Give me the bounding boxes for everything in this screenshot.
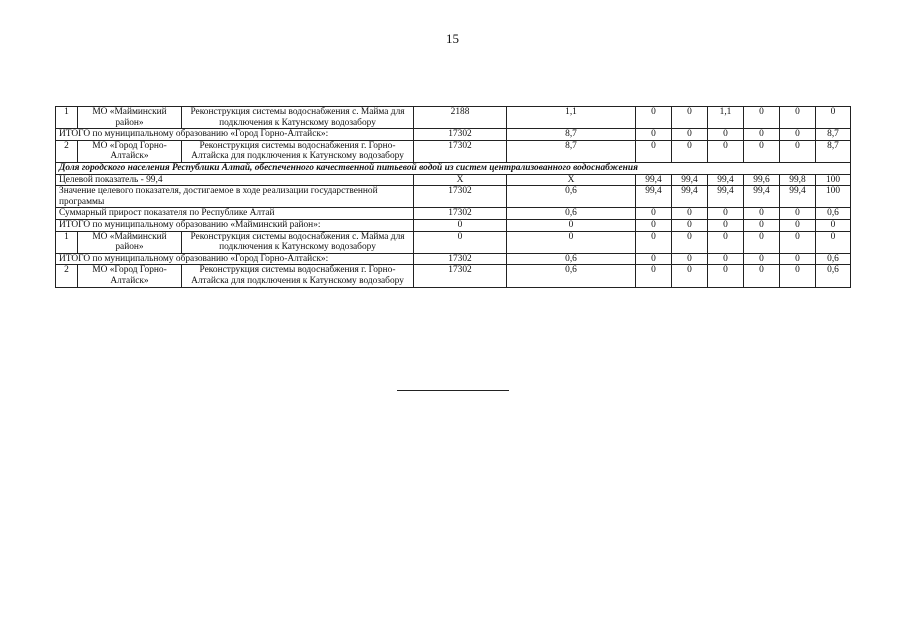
municipality-cell: МО «Майминский район» [78, 107, 182, 129]
table-row-total [56, 129, 851, 141]
value-cell-1: 0 [414, 231, 507, 253]
year-value-cell: 0 [744, 107, 780, 129]
year-value-cell: 0 [708, 208, 744, 220]
year-value-cell: 0 [636, 231, 672, 253]
value-cell-1: 17302 [414, 253, 507, 265]
year-value-cell: 0 [744, 253, 780, 265]
year-value-cell: 0 [636, 140, 672, 162]
table-body-bottom [56, 174, 851, 287]
value-cell-1: 2188 [414, 107, 507, 129]
value-cell-2: 0,6 [507, 265, 636, 287]
year-value-cell: 8,7 [816, 129, 851, 141]
table-row-total [56, 219, 851, 231]
year-value-cell: 0 [708, 265, 744, 287]
year-value-cell: 0,6 [816, 253, 851, 265]
year-value-cell: 0 [780, 219, 816, 231]
year-value-cell: 0 [744, 219, 780, 231]
value-cell-1: 17302 [414, 186, 507, 208]
table-row-item [56, 231, 851, 253]
year-value-cell: 99,4 [744, 186, 780, 208]
year-value-cell: 0 [780, 129, 816, 141]
year-value-cell: 0,6 [816, 265, 851, 287]
year-value-cell: 0 [780, 140, 816, 162]
year-value-cell: 0 [636, 107, 672, 129]
year-value-cell: 99,4 [708, 186, 744, 208]
section-title: Доля городского населения Республики Алтай, обеспеченного качественной питьевой водой из систем централизованного водоснабжения [56, 162, 851, 174]
value-cell-2: 0 [507, 219, 636, 231]
total-label-cell: Суммарный прирост показателя по Республике Алтай [56, 208, 414, 220]
municipality-cell: МО «Город Горно-Алтайск» [78, 265, 182, 287]
value-cell-2: 0,6 [507, 253, 636, 265]
row-number-cell: 2 [56, 265, 78, 287]
total-label-cell: ИТОГО по муниципальному образованию «Город Горно-Алтайск»: [56, 253, 414, 265]
program-table [55, 106, 851, 288]
year-value-cell: 0 [744, 231, 780, 253]
year-value-cell: 8,7 [816, 140, 851, 162]
year-value-cell: 0 [744, 140, 780, 162]
table-body-top [56, 107, 851, 163]
total-label-cell: Целевой показатель - 99,4 [56, 174, 414, 186]
row-number-cell: 1 [56, 231, 78, 253]
year-value-cell: 99,4 [672, 174, 708, 186]
value-cell-1: 17302 [414, 208, 507, 220]
year-value-cell: 0 [672, 253, 708, 265]
year-value-cell: 0 [672, 265, 708, 287]
year-value-cell: 0 [708, 219, 744, 231]
description-cell: Реконструкция системы водоснабжения с. Майма для подключения к Катунскому водозабору [182, 231, 414, 253]
year-value-cell: 99,4 [672, 186, 708, 208]
table-row-item [56, 107, 851, 129]
year-value-cell: 0 [780, 265, 816, 287]
description-cell: Реконструкция системы водоснабжения г. Горно-Алтайска для подключения к Катунскому водозабору [182, 265, 414, 287]
value-cell-1: 17302 [414, 129, 507, 141]
total-label-cell: Значение целевого показателя, достигаемое в ходе реализации государственной программы [56, 186, 414, 208]
year-value-cell: 0 [744, 129, 780, 141]
total-label-cell: ИТОГО по муниципальному образованию «Майминский район»: [56, 219, 414, 231]
description-cell: Реконструкция системы водоснабжения с. Майма для подключения к Катунскому водозабору [182, 107, 414, 129]
table-section [56, 162, 851, 174]
year-value-cell: 1,1 [708, 107, 744, 129]
year-value-cell: 0 [708, 140, 744, 162]
year-value-cell: 0 [636, 265, 672, 287]
description-cell: Реконструкция системы водоснабжения г. Горно-Алтайска для подключения к Катунскому водозабору [182, 140, 414, 162]
value-cell-2: 0 [507, 231, 636, 253]
table-row-total [56, 208, 851, 220]
year-value-cell: 0 [708, 253, 744, 265]
year-value-cell: 0 [636, 253, 672, 265]
value-cell-1: 17302 [414, 140, 507, 162]
year-value-cell: 0 [672, 129, 708, 141]
year-value-cell: 99,6 [744, 174, 780, 186]
municipality-cell: МО «Город Горно-Алтайск» [78, 140, 182, 162]
year-value-cell: 0 [672, 140, 708, 162]
table-row-total [56, 186, 851, 208]
municipality-cell: МО «Майминский район» [78, 231, 182, 253]
year-value-cell: 99,4 [780, 186, 816, 208]
value-cell-2: 0,6 [507, 208, 636, 220]
value-cell-2: 8,7 [507, 129, 636, 141]
year-value-cell: 0 [780, 253, 816, 265]
year-value-cell: 0 [744, 208, 780, 220]
year-value-cell: 0 [780, 107, 816, 129]
total-label-cell: ИТОГО по муниципальному образованию «Город Горно-Алтайск»: [56, 129, 414, 141]
row-number-cell: 1 [56, 107, 78, 129]
year-value-cell: 99,8 [780, 174, 816, 186]
year-value-cell: 0 [816, 219, 851, 231]
year-value-cell: 0 [708, 129, 744, 141]
row-number-cell: 2 [56, 140, 78, 162]
table-row-item [56, 140, 851, 162]
year-value-cell: 0 [672, 208, 708, 220]
table-row-total [56, 253, 851, 265]
year-value-cell: 99,4 [708, 174, 744, 186]
table-row-total [56, 174, 851, 186]
year-value-cell: 0 [816, 107, 851, 129]
year-value-cell: 0 [744, 265, 780, 287]
year-value-cell: 0 [672, 219, 708, 231]
year-value-cell: 100 [816, 186, 851, 208]
year-value-cell: 0 [708, 231, 744, 253]
table-row-item [56, 265, 851, 287]
year-value-cell: 0 [636, 129, 672, 141]
year-value-cell: 0 [672, 107, 708, 129]
section-row [56, 162, 851, 174]
value-cell-1: Х [414, 174, 507, 186]
separator-line [397, 390, 509, 391]
year-value-cell: 99,4 [636, 174, 672, 186]
value-cell-1: 17302 [414, 265, 507, 287]
year-value-cell: 0 [780, 231, 816, 253]
year-value-cell: 0 [816, 231, 851, 253]
value-cell-2: 0,6 [507, 186, 636, 208]
value-cell-2: 1,1 [507, 107, 636, 129]
year-value-cell: 99,4 [636, 186, 672, 208]
value-cell-2: Х [507, 174, 636, 186]
year-value-cell: 100 [816, 174, 851, 186]
year-value-cell: 0 [780, 208, 816, 220]
year-value-cell: 0 [636, 219, 672, 231]
year-value-cell: 0,6 [816, 208, 851, 220]
value-cell-1: 0 [414, 219, 507, 231]
year-value-cell: 0 [672, 231, 708, 253]
year-value-cell: 0 [636, 208, 672, 220]
page-number: 15 [446, 31, 459, 46]
value-cell-2: 8,7 [507, 140, 636, 162]
